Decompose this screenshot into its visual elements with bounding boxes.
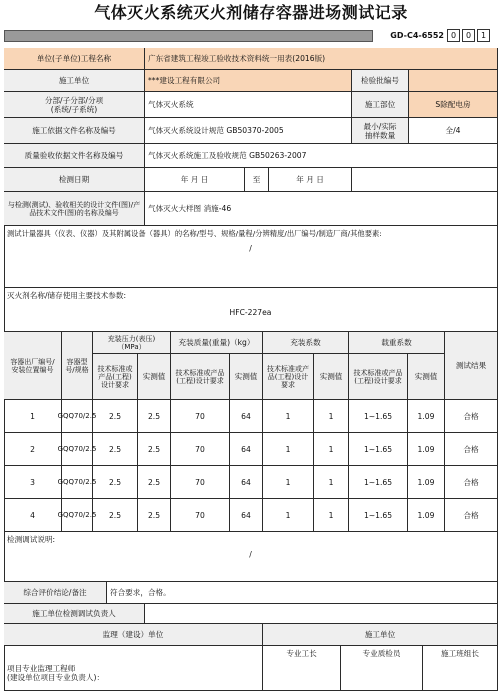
construction-label: 施工单位 (263, 624, 498, 646)
cell-m-mea: 64 (230, 499, 263, 532)
form-title: 气体灭火系统灭火剂储存容器进场测试记录 (94, 3, 408, 22)
sample-label: 最小/实际 抽样数量 (352, 118, 409, 144)
sample-value: 全/4 (409, 118, 498, 144)
cell-r-req: 1 (263, 499, 314, 532)
instrument-section (4, 226, 498, 288)
supervision-label: 监理（建设）单位 (4, 624, 263, 646)
cell-m-req: 70 (171, 400, 230, 433)
code-box-3: 1 (477, 29, 490, 42)
team-leader-label: 施工班组长 (423, 646, 498, 691)
location-label: 施工部位 (352, 92, 409, 118)
col-container-no: 容器出厂编号/安装位置编号 (4, 332, 62, 400)
col-result: 测试结果 (445, 332, 498, 400)
cell-r-mea: 1 (314, 499, 349, 532)
cell-p-mea: 2.5 (138, 466, 171, 499)
code-box-2: 0 (462, 29, 475, 42)
location-value: S除配电房 (409, 92, 498, 118)
cell-p-req: 2.5 (93, 433, 138, 466)
sub-mass-required: 技术标准或产品(工程)设计要求 (171, 354, 230, 400)
batch-no-label: 检验批编号 (352, 70, 409, 92)
cell-l-req: 1~1.65 (349, 499, 408, 532)
record-table (4, 48, 498, 691)
col-leak: 载重系数 (349, 332, 445, 354)
instrument-label: 测试计量器具（仪表、仪器）及其附属设备（器具）的名称/型号、规格/量程/分辨精度/出厂编号/制造厂商/其他要素: (7, 229, 382, 238)
instrument-value: / (249, 244, 252, 253)
conclusion-label: 综合评价结论/备注 (4, 582, 107, 604)
sub-pressure-required: 技术标准或产品(工程)设计要求 (93, 354, 138, 400)
cell-l-mea: 1.09 (408, 466, 445, 499)
standard-value: 气体灭火系统设计规范 GB50370-2005 (145, 118, 352, 144)
cell-result: 合格 (445, 400, 498, 433)
date-to-label: 至 (245, 168, 269, 192)
sub-leak-required: 技术标准或产品(工程)设计要求 (349, 354, 408, 400)
date-label: 检测日期 (4, 168, 145, 192)
code-box-1: 0 (447, 29, 460, 42)
cell-p-req: 2.5 (93, 499, 138, 532)
cell-result: 合格 (445, 433, 498, 466)
drawing-label: 与检测(测试)、验收相关的设计文件(图)/产品技术文件(图)的名称及编号 (4, 192, 145, 226)
cell-m-req: 70 (171, 466, 230, 499)
cell-l-mea: 1.09 (408, 400, 445, 433)
division-value: 气体灭火系统 (145, 92, 352, 118)
cell-no: 1 (4, 400, 62, 433)
cell-result: 合格 (445, 466, 498, 499)
cell-l-req: 1~1.65 (349, 433, 408, 466)
cell-model: GQQ70/2.5 (62, 433, 93, 466)
drawing-value: 气体灭火大样图 消施-46 (145, 192, 498, 226)
batch-no-value (409, 70, 498, 92)
cell-m-req: 70 (171, 499, 230, 532)
note-section (4, 532, 498, 582)
col-mass: 充装质量(重量)（kg） (171, 332, 263, 354)
cell-r-mea: 1 (314, 466, 349, 499)
date-from: 年 月 日 (145, 168, 245, 192)
cell-no: 3 (4, 466, 62, 499)
conclusion-value: 符合要求，合格。 (107, 582, 498, 604)
sub-ratio-measured: 实测值 (314, 354, 349, 400)
cell-model: GQQ70/2.5 (62, 499, 93, 532)
standard-label: 施工依据文件名称及编号 (4, 118, 145, 144)
agent-value: HFC-227ea (229, 308, 272, 317)
sub-pressure-measured: 实测值 (138, 354, 171, 400)
division-label: 分部/子分部/分项 (系统/子系统) (4, 92, 145, 118)
contractor-value: ***建设工程有限公司 (145, 70, 352, 92)
agent-label: 灭火剂名称/储存使用主要技术参数: (7, 291, 127, 300)
supervisor-label: 项目专业监理工程师 (建设单位项目专业负责人)： (4, 646, 263, 691)
cell-m-req: 70 (171, 433, 230, 466)
date-to: 年 月 日 (269, 168, 352, 192)
cell-r-req: 1 (263, 466, 314, 499)
cell-l-req: 1~1.65 (349, 400, 408, 433)
cell-no: 2 (4, 433, 62, 466)
form-header-bar (0, 28, 502, 45)
cell-p-mea: 2.5 (138, 433, 171, 466)
date-blank (352, 168, 498, 192)
unit-value: 广东省建筑工程竣工验收技术资料统一用表(2016版) (145, 48, 498, 70)
cell-r-req: 1 (263, 433, 314, 466)
cell-l-mea: 1.09 (408, 433, 445, 466)
cell-r-mea: 1 (314, 400, 349, 433)
col-model: 容器型号/规格 (62, 332, 93, 400)
acceptance-value: 气体灭火系统施工及验收规范 GB50263-2007 (145, 144, 498, 168)
acceptance-label: 质量验收依据文件名称及编号 (4, 144, 145, 168)
cell-model: GQQ70/2.5 (62, 400, 93, 433)
cell-r-req: 1 (263, 400, 314, 433)
col-ratio: 充装系数 (263, 332, 349, 354)
cell-r-mea: 1 (314, 433, 349, 466)
cell-p-mea: 2.5 (138, 400, 171, 433)
sub-leak-measured: 实测值 (408, 354, 445, 400)
form-code: GD-C4-6552 (390, 31, 444, 40)
cell-m-mea: 64 (230, 466, 263, 499)
col-pressure: 充装压力(表压)（MPa） (93, 332, 171, 354)
tester-label: 施工单位检测调试负责人 (4, 604, 145, 624)
cell-m-mea: 64 (230, 400, 263, 433)
sub-ratio-required: 技术标准或产品(工程)设计要求 (263, 354, 314, 400)
agent-section (4, 288, 498, 332)
cell-p-req: 2.5 (93, 400, 138, 433)
sub-mass-measured: 实测值 (230, 354, 263, 400)
unit-label: 单位(子单位)工程名称 (4, 48, 145, 70)
foreman-label: 专业工长 (263, 646, 341, 691)
note-value: / (249, 550, 252, 559)
cell-m-mea: 64 (230, 433, 263, 466)
header-shaded-bar (4, 30, 373, 42)
inspector-label: 专业质检员 (341, 646, 423, 691)
cell-p-mea: 2.5 (138, 499, 171, 532)
cell-l-req: 1~1.65 (349, 466, 408, 499)
cell-p-req: 2.5 (93, 466, 138, 499)
note-label: 检测调试说明: (7, 535, 56, 544)
cell-no: 4 (4, 499, 62, 532)
cell-result: 合格 (445, 499, 498, 532)
contractor-label: 施工单位 (4, 70, 145, 92)
cell-model: GQQ70/2.5 (62, 466, 93, 499)
cell-l-mea: 1.09 (408, 499, 445, 532)
tester-value (145, 604, 498, 624)
